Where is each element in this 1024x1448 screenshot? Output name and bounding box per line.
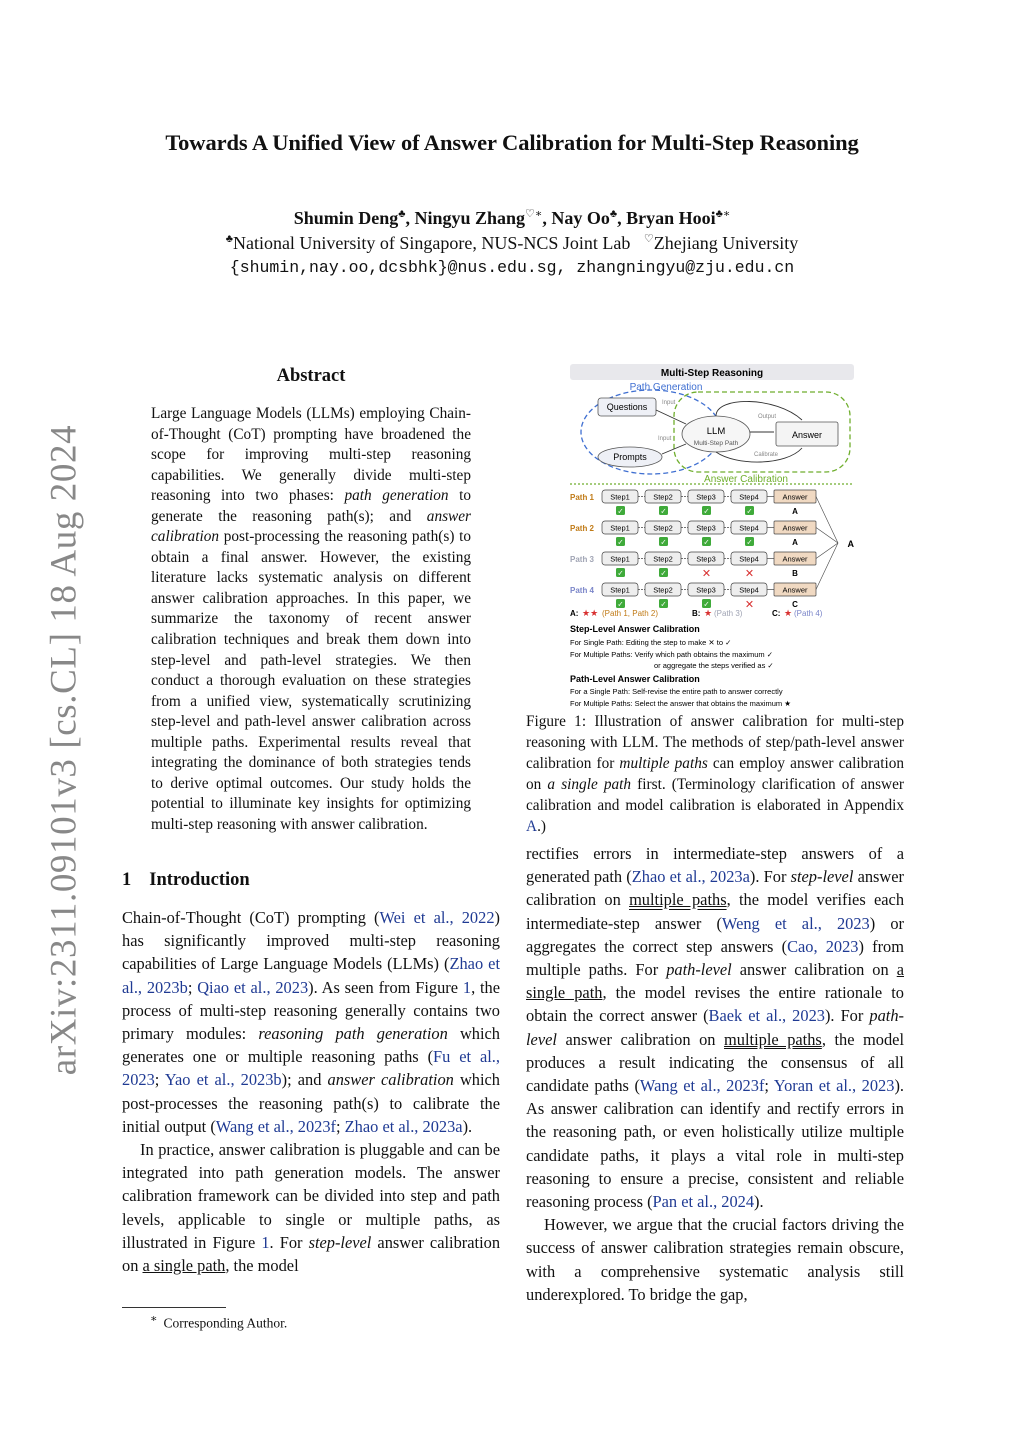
step-label: Step4 [739, 492, 759, 502]
path-answer-value: A [792, 507, 798, 516]
emphasis: path-level [526, 1006, 904, 1049]
affiliation-2: Zhejiang University [653, 233, 799, 253]
vote-c-paths: (Path 4) [794, 609, 823, 618]
citation-link[interactable]: 1 [462, 977, 472, 997]
text-run: In practice, answer calibration is pluggable and can be integrated into path generation models. The answer calibration framework can be divided into step and path levels, applicable to single or multiple paths, as illustrated in Figure [122, 1140, 500, 1252]
text-run: ); and [281, 1070, 328, 1090]
affiliation-1-mark: ♣ [225, 233, 233, 245]
emphasis: step-level [790, 867, 854, 887]
path-answer-label: Answer [782, 554, 808, 564]
footnote-mark: ∗ [150, 1313, 158, 1325]
input-label-top: Input [662, 400, 676, 406]
citation-link[interactable]: Yao et al., 2023b [164, 1070, 282, 1090]
arrow-questions-llm [656, 410, 686, 424]
emphasis: path generation [344, 487, 449, 505]
step-label: Step3 [696, 523, 716, 533]
questions-label: Questions [606, 402, 648, 412]
intro-column-left [122, 906, 500, 1277]
path-answer-value: C [792, 600, 798, 609]
path-answer-label: Answer [782, 523, 808, 533]
step-label: Step3 [696, 554, 716, 564]
text-run: post-processing the reasoning path(s) to obtain a final answer. However, the existing literature lacks systematic analysis on different answer calibration approaches. In this paper, we summarize the taxonomy of recent answer calibration techniques and break them down into step-level and path-level strategies. We then conduct a thorough evaluation on these strategies from a unified view, systematically scrutinizing step-level and path-level answer calibration across multiple paths. Experimental results reveal that integrating the dominance of both strategies tends to derive optimal outcomes. Our study holds the potential to illuminate key insights for optimizing multi-step reasoning with answer calibration. [151, 528, 471, 833]
check-glyph: ✓ [617, 506, 624, 516]
emphasis: step-level [308, 1232, 372, 1252]
path-generation-label: Path Generation [629, 382, 703, 393]
citation-link[interactable]: Fu et al., 2023 [122, 1047, 500, 1090]
text-run: , the model produces a result indicating the consensus of all candidate paths ( [526, 1029, 904, 1096]
path-answer-label: Answer [782, 585, 808, 595]
citation-link[interactable]: Wang et al., 2023f [639, 1076, 765, 1096]
text-run: Large Language Models (LLMs) employing Chain-of-Thought (CoT) prompting have broadened the scope for improving multi-step reasoning capabilities. We generally divide multi-step reasoning into two phases: [151, 405, 471, 505]
text-run: ) or aggregates the correct step answers ( [526, 913, 904, 956]
citation-link[interactable]: Zhao et al., 2023a [344, 1116, 463, 1136]
figure-1-caption [526, 712, 904, 837]
text-run: answer calibration on [526, 867, 904, 910]
answer-box-label: Answer [791, 430, 823, 440]
path-single-text: For a Single Path: Self-revise the entire path to answer correctly [570, 687, 783, 696]
star-icon: ★ [704, 608, 713, 618]
footnote-text: Corresponding Author. [163, 1315, 288, 1331]
text-run: Chain-of-Thought (CoT) prompting ( [122, 908, 380, 927]
path-answer-value: A [792, 538, 798, 547]
text-run: ; [154, 1070, 165, 1090]
emphasis: answer calibration [327, 1070, 454, 1090]
check-glyph: ✓ [703, 599, 710, 609]
path-label: Path 1 [570, 493, 595, 502]
check-glyph: ✓ [660, 568, 667, 578]
text-run: to generate the reasoning path(s); and [151, 487, 471, 525]
check-glyph: ✓ [746, 537, 753, 547]
abstract-body [151, 404, 471, 835]
citation-link[interactable]: Qiao et al., 2023 [197, 977, 309, 997]
paper-title: Towards A Unified View of Answer Calibration for Multi-Step Reasoning [165, 130, 859, 155]
author-name: Bryan Hooi [626, 208, 716, 228]
step-single-text: For Single Path: Editing the step to make ✕ to ✓ [570, 638, 732, 647]
intro-paragraph-3 [526, 842, 904, 1213]
cross-icon: ✕ [744, 568, 755, 580]
cross-icon: ✕ [701, 568, 712, 580]
section-number: 1 [122, 870, 132, 890]
cross-icon: ✕ [744, 599, 755, 611]
text-run: ). [462, 1116, 473, 1136]
arxiv-stamp: arXiv:2311.09101v3 [cs.CL] 18 Aug 2024 [43, 424, 85, 1076]
affiliation-2-mark: ♡ [643, 233, 654, 245]
llm-label: LLM [706, 426, 726, 437]
text-run: , the process of multi-step reasoning generally contains two primary modules: [122, 977, 500, 1044]
text-run: ) from multiple paths. For [526, 936, 904, 980]
check-glyph: ✓ [746, 506, 753, 516]
text-run: ; [336, 1116, 345, 1136]
affiliations [0, 232, 1024, 254]
text-run: answer calibration on [731, 960, 897, 980]
vote-a-paths: (Path 1, Path 2) [602, 609, 659, 618]
check-glyph: ✓ [617, 537, 624, 547]
check-glyph: ✓ [660, 506, 667, 516]
underlined-term: multiple paths [724, 1029, 822, 1049]
text-run: ). For [749, 867, 791, 887]
text-run: which generates one or multiple reasoning paths ( [122, 1024, 501, 1067]
section-title: Introduction [149, 870, 250, 890]
input-label-bottom: Input [658, 436, 672, 442]
star-icon: ★ [784, 608, 793, 618]
vote-c-label: C: [772, 609, 781, 618]
text-run: . For [269, 1232, 309, 1252]
text-run: ). As answer calibration can identify and rectify errors in the reasoning path, or even holistically utilize multiple candidate paths, it plays a vital role in multi-step reasoning to ensure a precise, consistent and reliable reasoning process ( [526, 1076, 904, 1212]
text-run: ). For [824, 1006, 870, 1026]
citation-link[interactable]: Wei et al., 2022 [379, 908, 495, 927]
author-mark: ♣ [398, 208, 406, 220]
step-label: Step4 [739, 554, 759, 564]
citation-link[interactable]: Zhao et al., 2023a [631, 867, 750, 887]
intro-paragraph-1 [122, 906, 500, 1138]
author-mark: ♣ [609, 208, 618, 220]
final-answer: A [847, 539, 854, 549]
underlined-term: a single path [142, 1256, 226, 1276]
path-label: Path 2 [570, 524, 595, 533]
reasoning-paths [570, 490, 838, 611]
author-name: Ningyu Zhang [414, 208, 526, 228]
intro-paragraph-4 [526, 1213, 904, 1306]
text-run: ) has significantly improved multi-step reasoning capabilities of Large Language Models (LLMs) ( [122, 908, 500, 974]
llm-sublabel: Multi-Step Path [693, 440, 739, 447]
step-label: Step1 [610, 523, 630, 533]
emphasis: a single path [547, 775, 632, 793]
step-label: Step1 [610, 492, 630, 502]
vote-arrow [816, 497, 838, 544]
emphasis: multiple paths [619, 754, 708, 772]
figure-1-diagram [566, 362, 858, 708]
output-label: Output [758, 414, 777, 420]
citation-link[interactable]: A [526, 817, 538, 835]
step-label: Step3 [696, 585, 716, 595]
step-label: Step1 [610, 554, 630, 564]
author-emails: {shumin,nay.oo,dcsbhk}@nus.edu.sg, zhangningyu@zju.edu.cn [229, 258, 795, 277]
text-run: first. (Terminology clarification of answer calibration and model calibration is elaborated in Appendix [526, 775, 904, 814]
citation-link[interactable]: Cao, 2023 [787, 936, 859, 956]
underlined-term: multiple paths [629, 890, 727, 910]
text-run: .) [537, 817, 546, 835]
text-run: However, we argue that the crucial factors driving the success of answer calibration strategies remain obscure, with a comprehensive systematic analysis still underexplored. To bridge the gap, [526, 1215, 904, 1304]
text-run: , the model verifies each intermediate-step answer ( [526, 890, 905, 933]
path-multi-text: For Multiple Paths: Select the answer that obtains the maximum ★ [570, 699, 791, 708]
answer-calibration-label: Answer Calibration [704, 474, 788, 485]
step-label: Step1 [610, 585, 630, 595]
vote-a-label: A: [570, 609, 579, 618]
section-heading [122, 870, 250, 891]
path-label: Path 4 [570, 586, 595, 595]
vote-b-paths: (Path 3) [714, 609, 743, 618]
text-run: , the model [225, 1256, 299, 1276]
vote-arrow [816, 543, 838, 590]
citation-link[interactable]: Yoran et al., 2023 [773, 1076, 895, 1096]
text-run: answer calibration on [556, 1029, 725, 1049]
step-multi-text-1: For Multiple Paths: Verify which path obtains the maximum ✓ [570, 650, 774, 659]
text-run: rectifies errors in intermediate-step answers of a generated path ( [526, 844, 904, 887]
author-mark: ♡∗ [525, 208, 543, 220]
step-level-title: Step-Level Answer Calibration [570, 624, 700, 634]
step-label: Step4 [739, 523, 759, 533]
citation-link[interactable]: Wang et al., 2023f [215, 1116, 337, 1136]
figure-header: Multi-Step Reasoning [660, 368, 764, 379]
step-label: Step2 [653, 523, 673, 533]
vote-b-label: B: [692, 609, 701, 618]
author-mark: ♣∗ [715, 208, 731, 220]
vote-arrow [816, 543, 838, 559]
emphasis: answer calibration [151, 507, 471, 546]
check-glyph: ✓ [617, 568, 624, 578]
text-run: answer calibration on [122, 1232, 501, 1276]
affiliation-1: National University of Singapore, NUS-NCS Joint Lab [232, 233, 631, 253]
step-label: Step2 [653, 492, 673, 502]
step-label: Step2 [653, 554, 673, 564]
intro-column-right [526, 842, 904, 1306]
underlined-term: a single path [526, 960, 904, 1003]
text-run: ; [764, 1076, 774, 1096]
check-glyph: ✓ [660, 537, 667, 547]
check-glyph: ✓ [703, 537, 710, 547]
step-label: Step2 [653, 585, 673, 595]
vote-arrow [816, 528, 838, 544]
path-label: Path 3 [570, 555, 595, 564]
footnote [150, 1312, 287, 1332]
citation-link[interactable]: Weng et al., 2023 [721, 913, 870, 933]
intro-paragraph-2 [122, 1138, 500, 1277]
star-icon: ★★ [582, 608, 599, 618]
emphasis: path-level [666, 960, 732, 980]
text-run: which post-processes the reasoning path(s) to calibrate the initial output ( [122, 1070, 501, 1136]
check-glyph: ✓ [660, 599, 667, 609]
text-run: ). [754, 1192, 764, 1212]
footnote-rule [122, 1307, 226, 1308]
author-name: Shumin Deng [293, 208, 399, 228]
step-multi-text-2: or aggregate the steps verified as ✓ [654, 661, 774, 670]
text-run: can employ answer calibration on [526, 754, 904, 793]
text-run: , the model revises the entire rationale to obtain the correct answer ( [526, 983, 904, 1026]
check-glyph: ✓ [703, 506, 710, 516]
citation-link[interactable]: Baek et al., 2023 [708, 1006, 825, 1026]
author-name: Nay Oo [551, 208, 610, 228]
text-run: Figure 1: Illustration of answer calibration for multi-step reasoning with LLM. The methods of step/path-level answer calibration for [526, 713, 904, 772]
citation-link[interactable]: Pan et al., 2024 [652, 1192, 755, 1212]
author-list: Shumin Deng♣, Ningyu Zhang♡∗, Nay Oo♣, Bryan Hooi♣∗ [293, 208, 731, 228]
citation-link[interactable]: Zhao et al., 2023b [122, 954, 500, 997]
citation-link[interactable]: 1 [261, 1232, 270, 1252]
path-answer-value: B [792, 569, 798, 578]
emphasis: reasoning path generation [258, 1024, 448, 1044]
prompts-label: Prompts [613, 452, 647, 462]
step-label: Step3 [696, 492, 716, 502]
path-level-title: Path-Level Answer Calibration [570, 674, 700, 684]
step-label: Step4 [739, 585, 759, 595]
text-run: ). As seen from Figure [308, 977, 463, 997]
text-run: ; [187, 977, 198, 997]
path-answer-label: Answer [782, 492, 808, 502]
check-glyph: ✓ [617, 599, 624, 609]
calibrate-label: Calibrate [754, 452, 779, 458]
abstract-heading: Abstract [276, 366, 346, 386]
